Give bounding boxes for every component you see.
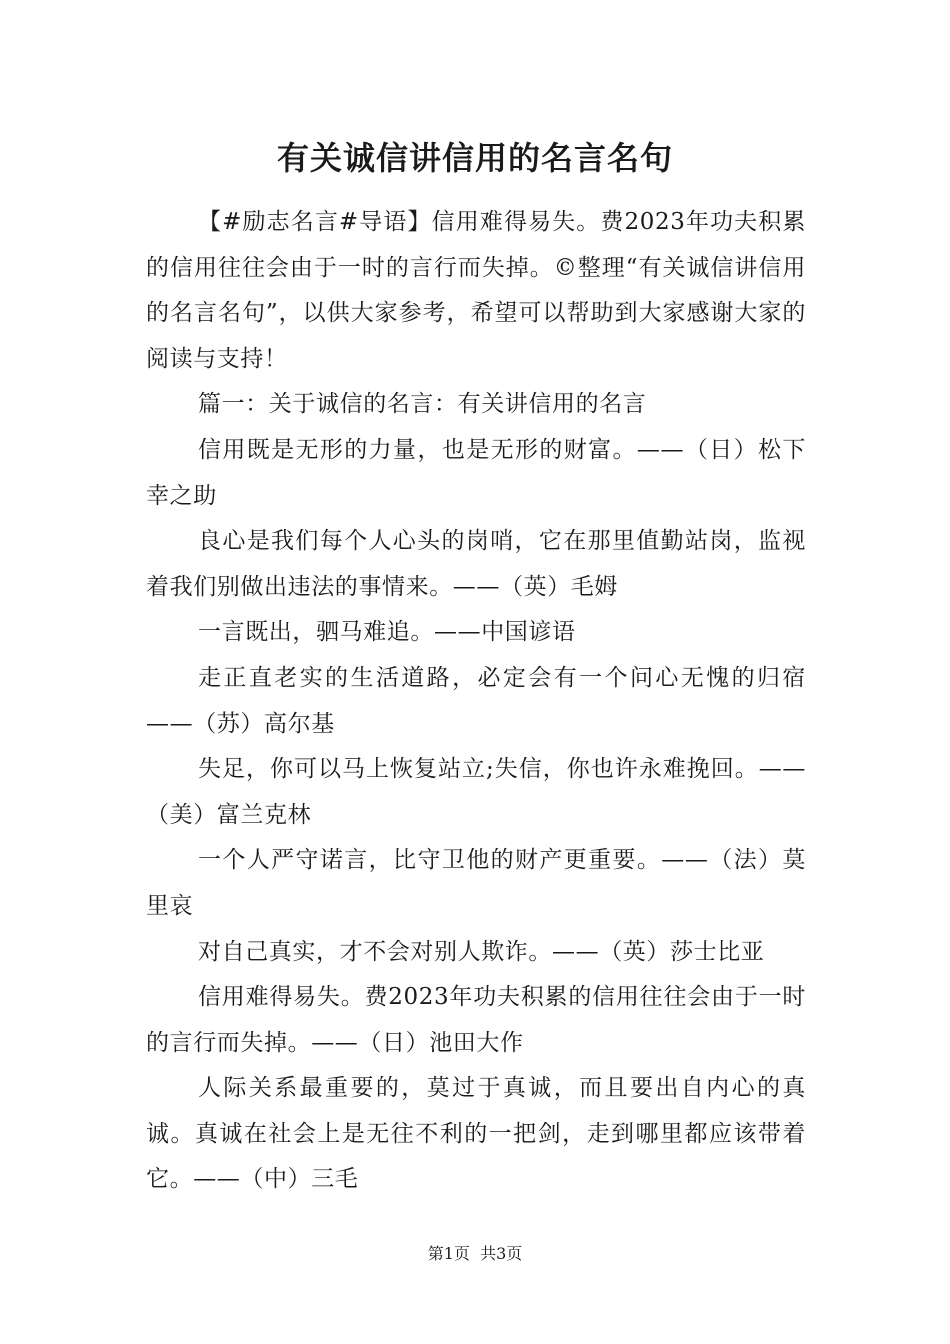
page-footer <box>0 1242 950 1266</box>
quote-paragraph: 走正直老实的生活道路，必定会有一个问心无愧的归宿——（苏）高尔基 <box>146 664 806 737</box>
intro-paragraph: 【#励志名言#导语】信用难得易失。费2023年功夫积累的信用往往会由于一时的言行而失掉。©整理“有关诚信讲信用的名言名句”，以供大家参考，希望可以帮助到大家感谢大家的阅读与支持！ <box>146 209 806 372</box>
quote-paragraph: 一言既出，驷马难追。——中国谚语 <box>198 619 576 646</box>
page-number: 第1页 <box>427 1244 470 1263</box>
quote-paragraph: 一个人严守诺言，比守卫他的财产更重要。——（法）莫里哀 <box>146 847 806 919</box>
quote-paragraph: 失足，你可以马上恢复站立;失信，你也许永难挽回。——（美）富兰克林 <box>146 756 806 828</box>
quote-paragraph: 信用既是无形的力量，也是无形的财富。——（日）松下幸之助 <box>146 436 806 509</box>
section-heading: 篇一：关于诚信的名言：有关讲信用的名言 <box>198 391 647 418</box>
quote-paragraph: 良心是我们每个人心头的岗哨，它在那里值勤站岗，监视着我们别做出违法的事情来。——（英）毛姆 <box>146 528 806 600</box>
quote-paragraph: 对自己真实，才不会对别人欺诈。——（英）莎士比亚 <box>198 938 765 965</box>
page-total: 共3页 <box>480 1244 523 1263</box>
document-body <box>146 200 806 1203</box>
document-title: 有关诚信讲信用的名言名句 <box>276 139 673 177</box>
quote-paragraph: 人际关系最重要的，莫过于真诚，而且要出自内心的真诚。真诚在社会上是无往不利的一把剑，走到哪里都应该带着它。——（中）三毛 <box>146 1075 806 1193</box>
quote-paragraph: 信用难得易失。费2023年功夫积累的信用往往会由于一时的言行而失掉。——（日）池田大作 <box>146 984 806 1056</box>
